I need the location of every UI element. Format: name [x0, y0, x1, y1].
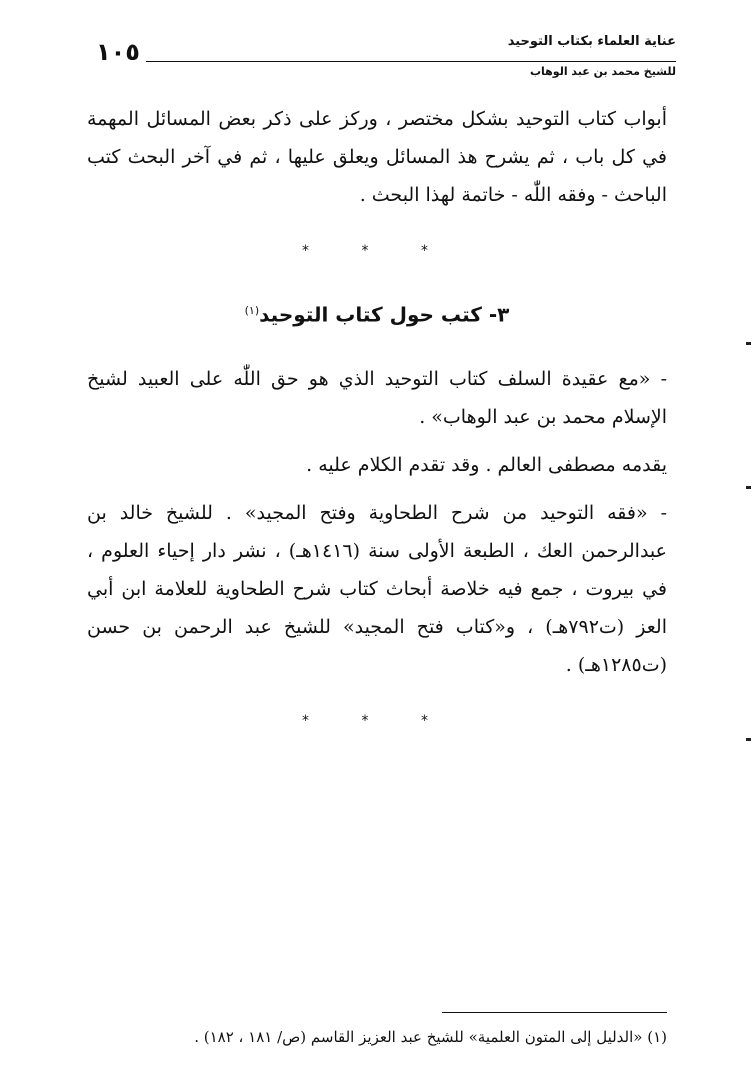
- section-separator: * * *: [302, 712, 452, 729]
- page-number: ١٠٥: [96, 38, 140, 66]
- page-body: [87, 100, 667, 762]
- paragraph: أبواب كتاب التوحيد بشكل مختصر ، وركز على ذكر بعض المسائل المهمة في كل باب ، ثم يشرح هذ المسائل ويعلق عليها ، ثم في آخر البحث كتب الباحث - وفقه اللّٰه - خاتمة لهذا البحث .: [87, 108, 667, 206]
- section-heading-text: ٣- كتب حول كتاب التوحيد: [259, 302, 510, 327]
- book-entry-note: يقدمه مصطفى العالم . وقد تقدم الكلام عليه .: [306, 453, 667, 476]
- scan-mark: [746, 486, 751, 489]
- running-title: عناية العلماء بكتاب التوحيد: [507, 34, 676, 49]
- scan-mark: [746, 738, 751, 741]
- section-heading: [87, 292, 667, 334]
- header-rule: [146, 61, 676, 62]
- section-separator: * * *: [302, 243, 452, 259]
- footnote-reference[interactable]: (١): [244, 304, 260, 317]
- scan-mark: [746, 342, 751, 345]
- book-entry: - «مع عقيدة السلف كتاب التوحيد الذي هو حق اللّٰه على العبيد لشيخ الإسلام محمد بن عبد الوهاب» .: [87, 367, 667, 428]
- running-subtitle: للشيخ محمد بن عبد الوهاب: [529, 65, 676, 78]
- page-header: [96, 34, 676, 86]
- footnote: (١) «الدليل إلى المتون العلمية» للشيخ عبد العزيز القاسم (ص/ ١٨١ ، ١٨٢) .: [194, 1028, 667, 1046]
- footnote-rule: [442, 1012, 667, 1013]
- book-entry: - «فقه التوحيد من شرح الطحاوية وفتح المجيد» . للشيخ خالد بن عبدالرحمن العك ، الطبعة الأولى سنة (١٤١٦هـ) ، نشر دار إحياء العلوم ، في بيروت ، جمع فيه خلاصة أبحاث كتاب شرح الطحاوية للعلامة ابن أبي العز (ت٧٩٢هـ) ، و«كتاب فتح المجيد» للشيخ عبد الرحمن بن حسن (ت١٢٨٥هـ) .: [87, 501, 667, 676]
